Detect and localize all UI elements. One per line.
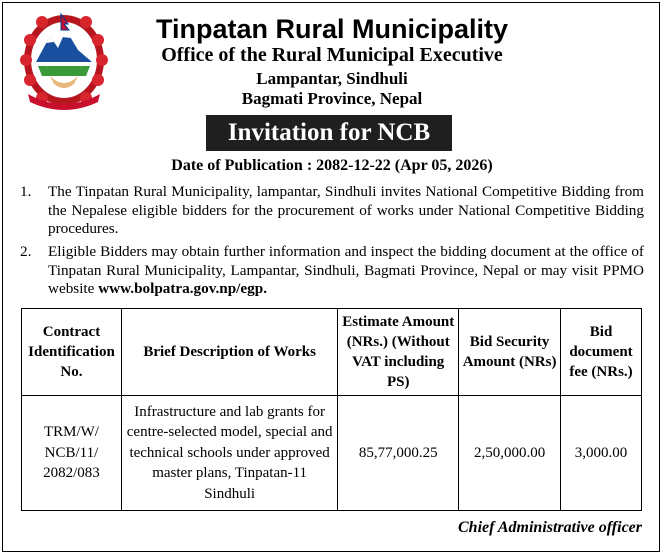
paragraph-number: 2.: [20, 243, 32, 260]
bid-table: [21, 308, 642, 511]
municipality-title: Tinpatan Rural Municipality: [155, 14, 509, 44]
invitation-banner: Invitation for NCB: [206, 115, 452, 151]
cell-bid-security: 2,50,000.00: [459, 396, 561, 511]
header-contract-id: Contract Identification No.: [22, 309, 122, 396]
cell-estimate-amount: 85,77,000.25: [338, 396, 459, 511]
address-line-1: Lampantar, Sindhuli: [256, 69, 408, 88]
paragraph-text: The Tinpatan Rural Municipality, lampantar, Sindhuli invites National Competitive Bidding from the Nepalese eligible bidders for the procurement of works under National Competitive Bidding procedures.: [48, 183, 644, 237]
paragraph-1: [20, 183, 644, 239]
address-line-2: Bagmati Province, Nepal: [241, 89, 423, 108]
table-header-row: [22, 309, 642, 396]
paragraph-number: 1.: [20, 183, 32, 200]
ppmo-website-link[interactable]: www.bolpatra.gov.np/egp.: [98, 280, 267, 297]
paragraph-text: [48, 243, 644, 299]
publication-date: Date of Publication : 2082-12-22 (Apr 05, 2026): [171, 157, 493, 174]
signatory: Chief Administrative officer: [458, 519, 642, 536]
header-estimate-amount: Estimate Amount (NRs.) (Without VAT including PS): [338, 309, 459, 396]
paragraph-text-part: Eligible Bidders may obtain further information and inspect the bidding document at the office of Tinpatan Rural Municipality, Lampantar, Sindhuli, Bagmati Province, Nepal or may visit PPMO website: [48, 243, 644, 297]
header-bid-security: Bid Security Amount (NRs): [459, 309, 561, 396]
paragraph-2: [20, 243, 644, 299]
header-document-fee: Bid document fee (NRs.): [561, 309, 642, 396]
cell-document-fee: 3,000.00: [561, 396, 642, 511]
table-row: [22, 396, 642, 511]
office-name: Office of the Rural Municipal Executive: [161, 44, 503, 66]
cell-description: Infrastructure and lab grants for centre-selected model, special and technical schools under approved master plans, Tinpatan-11 Sindhuli: [121, 396, 337, 511]
header-description: Brief Description of Works: [121, 309, 337, 396]
cell-contract-id: TRM/W/ NCB/11/ 2082/083: [22, 396, 122, 511]
